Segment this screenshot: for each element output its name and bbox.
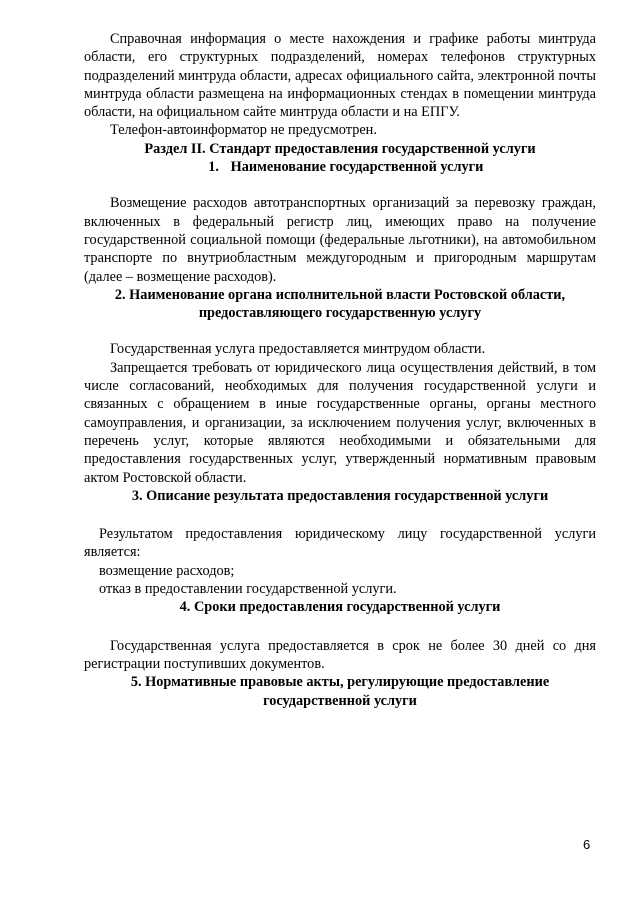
subsection-5-title-line2: государственной услуги: [263, 692, 417, 709]
subsection-1-number: 1.: [208, 159, 219, 176]
subsection-2-paragraph-1: Государственная услуга предоставляется минтрудом области.: [110, 341, 486, 358]
page-number: 6: [583, 837, 591, 852]
subsection-5-heading: [84, 673, 596, 710]
subsection-2-title-line2: предоставляющего государственную услугу: [198, 305, 482, 322]
subsection-2-heading: [84, 286, 596, 323]
section-heading: Раздел II. Стандарт предоставления государственной услуги: [144, 140, 536, 157]
subsection-3-heading: 3. Описание результата предоставления государственной услуги: [131, 487, 549, 504]
intro-paragraph: Справочная информация о месте нахождения и графике работы минтруда области, его структурных подразделений, номерах телефонов структурных подразделений минтруда области, адресах официального сайта, электронной почты минтруда области размещена на информационных стендах в помещении минтруда области, на официальном сайте минтруда области и на ЕПГУ.: [84, 31, 596, 121]
subsection-3-item-1: возмещение расходов;: [99, 562, 235, 579]
subsection-2-title-line1: 2. Наименование органа исполнительной власти Ростовской области,: [114, 286, 566, 303]
subsection-4-paragraph: Государственная услуга предоставляется в срок не более 30 дней со дня регистрации поступивших документов.: [84, 637, 596, 672]
subsection-5-title-line1: 5. Нормативные правовые акты, регулирующие предоставление: [130, 674, 550, 691]
subsection-1-title: Наименование государственной услуги: [230, 159, 484, 176]
page-content: [84, 30, 596, 710]
subsection-1-paragraph: Возмещение расходов автотранспортных организаций за перевозку граждан, включенных в федеральный регистр лиц, имеющих право на получение государственной социальной помощи (федеральные льготники), на автомобильном транспорте по внутриобластным междугородным и пригородным маршрутам (далее – возмещение расходов).: [84, 195, 596, 285]
subsection-3-item-2: отказ в предоставлении государственной услуги.: [99, 581, 397, 598]
subsection-4-heading: 4. Сроки предоставления государственной услуги: [179, 599, 501, 616]
subsection-3-paragraph: Результатом предоставления юридическому лицу государственной услуги является:: [84, 526, 596, 561]
intro-phone-note: Телефон-автоинформатор не предусмотрен.: [110, 122, 377, 139]
subsection-2-paragraph-2: Запрещается требовать от юридического лица осуществления действий, в том числе согласований, необходимых для получения государственной услуги и связанных с обращением в иные государственные органы, органы местного самоуправления, и организации, за исключением получения услуг, включенных в перечень услуг, которые являются необходимыми и обязательными для предоставления государственных услуг, утвержденный нормативным правовым актом Ростовской области.: [84, 359, 596, 486]
subsection-1-heading: [84, 158, 596, 176]
